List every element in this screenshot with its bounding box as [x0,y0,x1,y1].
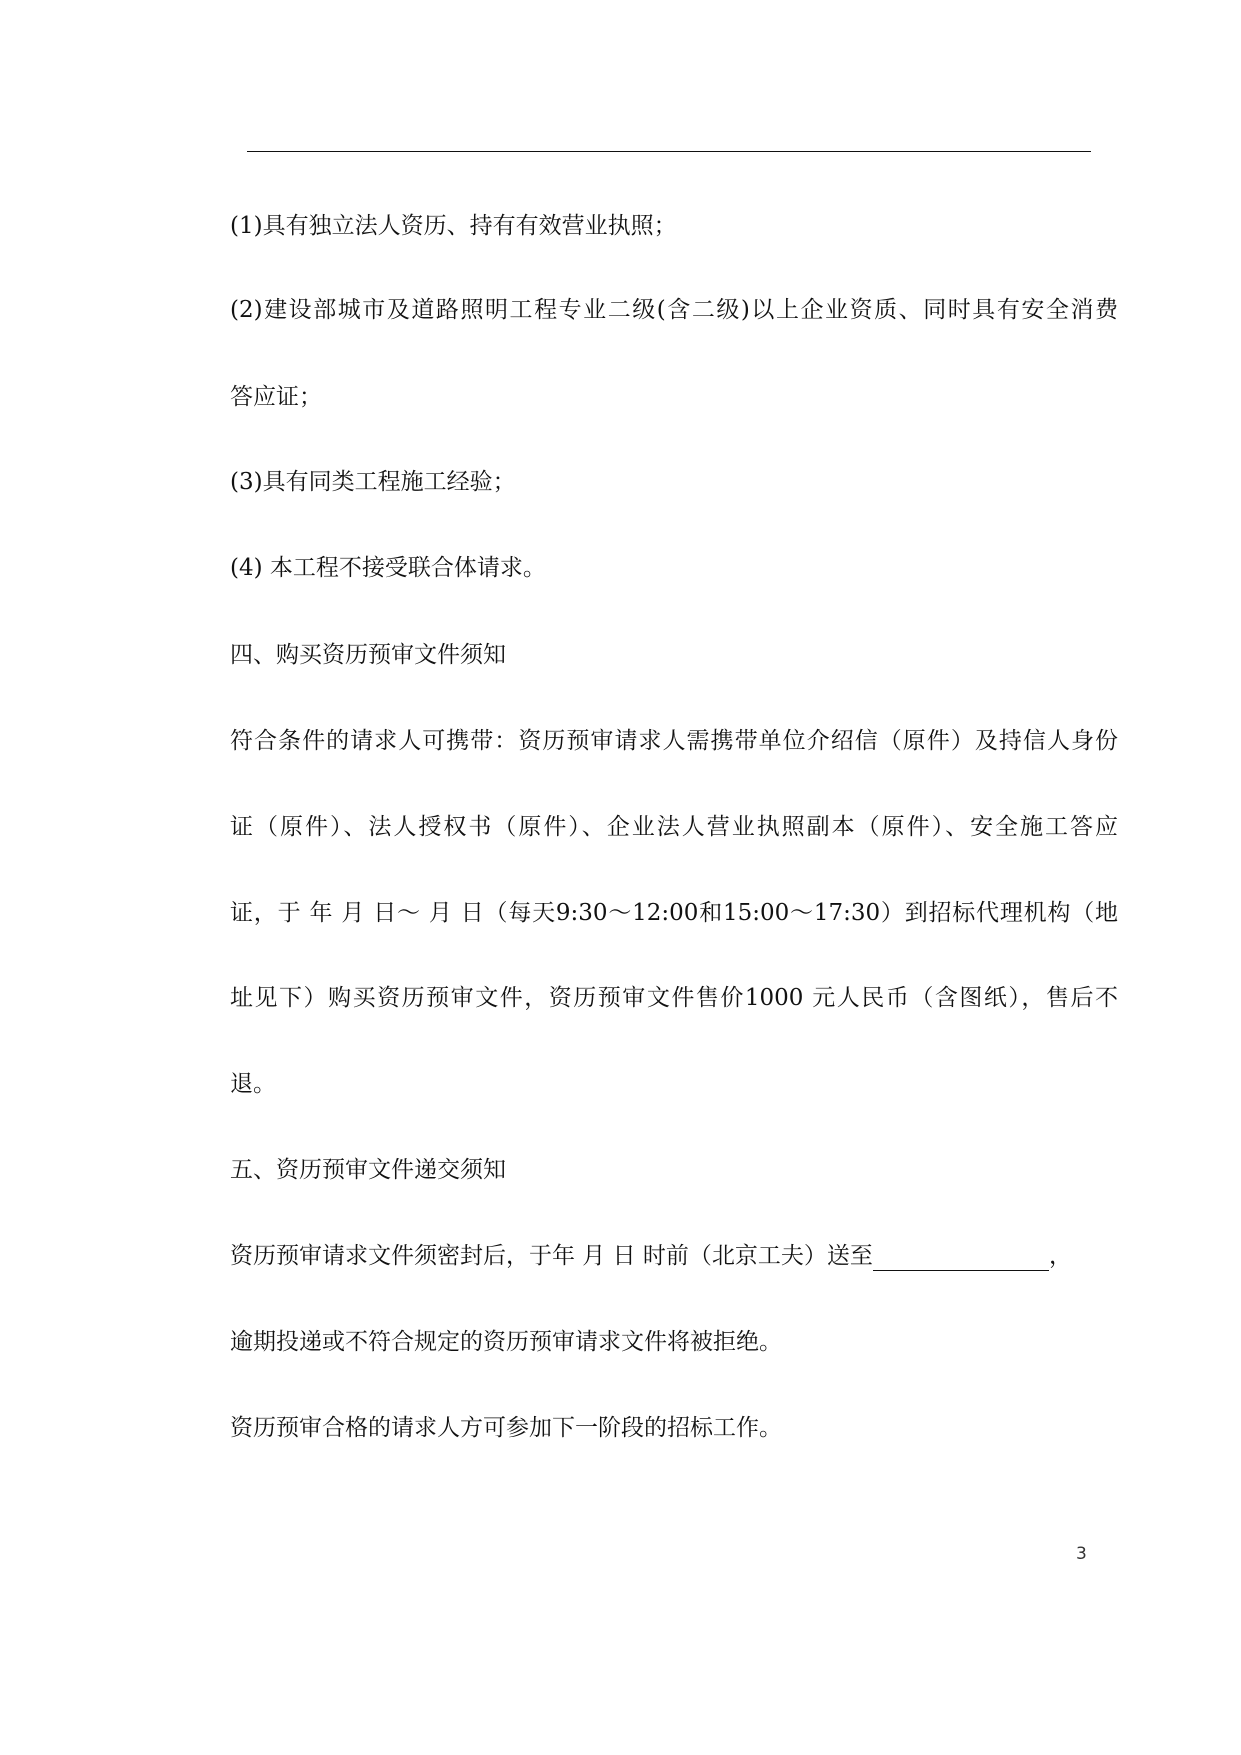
submission-comma: ， [1048,1243,1072,1269]
qualification-note: 资历预审合格的请求人方可参加下一阶段的招标工作。 [230,1415,782,1441]
purchase-paragraph-line-5: 退。 [230,1071,276,1097]
eligibility-item-4: (4) 本工程不接受联合体请求。 [230,555,546,581]
section-four-heading: 四、购买资历预审文件须知 [230,642,506,668]
submission-paragraph-line-1 [230,1241,1072,1271]
eligibility-item-2: (2)建设部城市及道路照明工程专业二级(含二级)以上企业资质、同时具有安全消费 [230,297,1118,323]
purchase-paragraph-line-3: 证，于 年 月 日～ 月 日（每天9:30～12:00和15:00～17:30）到招标代理机构（地 [230,900,1118,926]
purchase-paragraph-line-2: 证（原件）、法人授权书（原件）、企业法人营业执照副本（原件）、安全施工答应 [230,814,1118,840]
eligibility-item-2-cont: 答应证； [230,384,322,410]
page-number: 3 [1076,1544,1087,1564]
purchase-paragraph-line-1: 符合条件的请求人可携带：资历预审请求人需携带单位介绍信（原件）及持信人身份 [230,728,1118,754]
purchase-paragraph-line-4: 址见下）购买资历预审文件，资历预审文件售价1000 元人民币（含图纸），售后不 [230,985,1118,1011]
submission-text: 资历预审请求文件须密封后，于年 月 日 时前（北京工夫）送至 [230,1243,873,1269]
header-rule [247,151,1091,152]
section-five-heading: 五、资历预审文件递交须知 [230,1157,506,1183]
submission-paragraph-line-2: 逾期投递或不符合规定的资历预审请求文件将被拒绝。 [230,1329,782,1355]
address-blank [873,1248,1049,1271]
eligibility-item-1: (1)具有独立法人资历、持有有效营业执照； [230,213,677,239]
eligibility-item-3: (3)具有同类工程施工经验； [230,469,516,495]
